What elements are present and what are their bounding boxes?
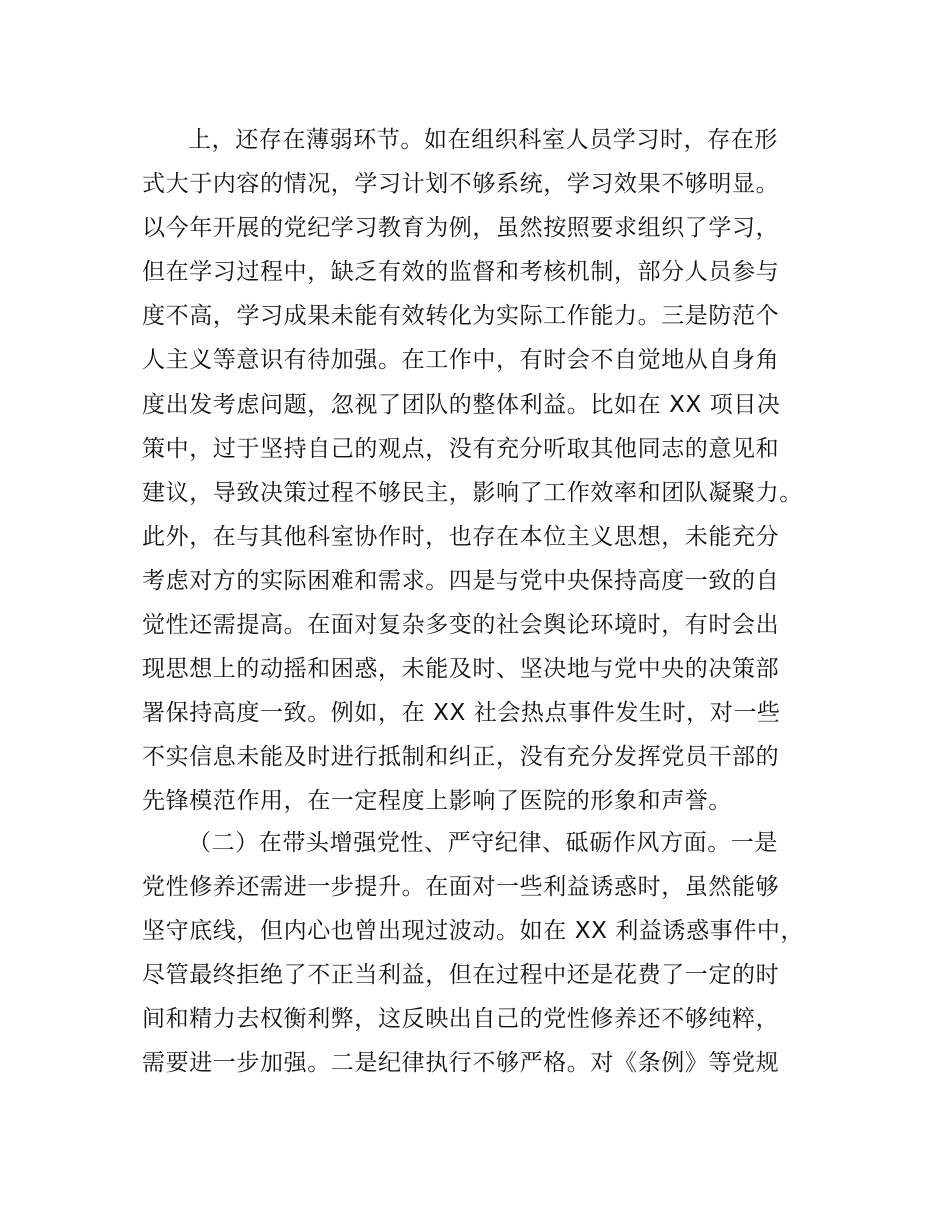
paragraph-1 [142,118,822,824]
paragraph-line: 觉性还需提高。在面对复杂多变的社会舆论环境时，有时会出 [142,612,780,639]
paragraph-line: 以今年开展的党纪学习教育为例，虽然按照要求组织了学习， [142,215,780,242]
paragraph-2 [142,821,822,1086]
paragraph-line: （二）在带头增强党性、严守纪律、砥砺作风方面。一是 [188,830,778,856]
paragraph-line: 先锋模范作用，在一定程度上影响了医院的形象和声誉。 [142,788,732,815]
paragraph-line: 坚守底线，但内心也曾出现过波动。如在 XX 利益诱惑事件中， [142,918,805,945]
paragraph-line: 度出发考虑问题，忽视了团队的整体利益。比如在 XX 项目决 [142,391,781,418]
paragraph-line: 考虑对方的实际困难和需求。四是与党中央保持高度一致的自 [142,567,780,594]
paragraph-line: 上，还存在薄弱环节。如在组织科室人员学习时，存在形 [188,127,778,153]
paragraph-line: 需要进一步加强。二是纪律执行不够严格。对《条例》等党规 [142,1050,780,1077]
paragraph-line: 式大于内容的情况，学习计划不够系统，学习效果不够明显。 [142,171,780,198]
paragraph-line: 人主义等意识有待加强。在工作中，有时会不自觉地从自身角 [142,347,780,374]
paragraph-line: 不实信息未能及时进行抵制和纠正，没有充分发挥党员干部的 [142,744,780,771]
paragraph-line: 间和精力去权衡利弊，这反映出自己的党性修养还不够纯粹， [142,1006,780,1033]
paragraph-line: 党性修养还需进一步提升。在面对一些利益诱惑时，虽然能够 [142,874,780,901]
paragraph-line: 此外，在与其他科室协作时，也存在本位主义思想，未能充分 [142,523,780,550]
paragraph-line: 署保持高度一致。例如，在 XX 社会热点事件发生时，对一些 [142,700,781,727]
paragraph-line: 策中，过于坚持自己的观点，没有充分听取其他同志的意见和 [142,435,780,462]
paragraph-line: 度不高，学习成果未能有效转化为实际工作能力。三是防范个 [142,303,780,330]
paragraph-line: 尽管最终拒绝了不正当利益，但在过程中还是花费了一定的时 [142,962,780,989]
paragraph-line: 但在学习过程中，缺乏有效的监督和考核机制，部分人员参与 [142,259,780,286]
paragraph-line: 现思想上的动摇和困惑，未能及时、坚决地与党中央的决策部 [142,656,780,683]
paragraph-line: 建议，导致决策过程不够民主，影响了工作效率和团队凝聚力。 [142,479,803,506]
